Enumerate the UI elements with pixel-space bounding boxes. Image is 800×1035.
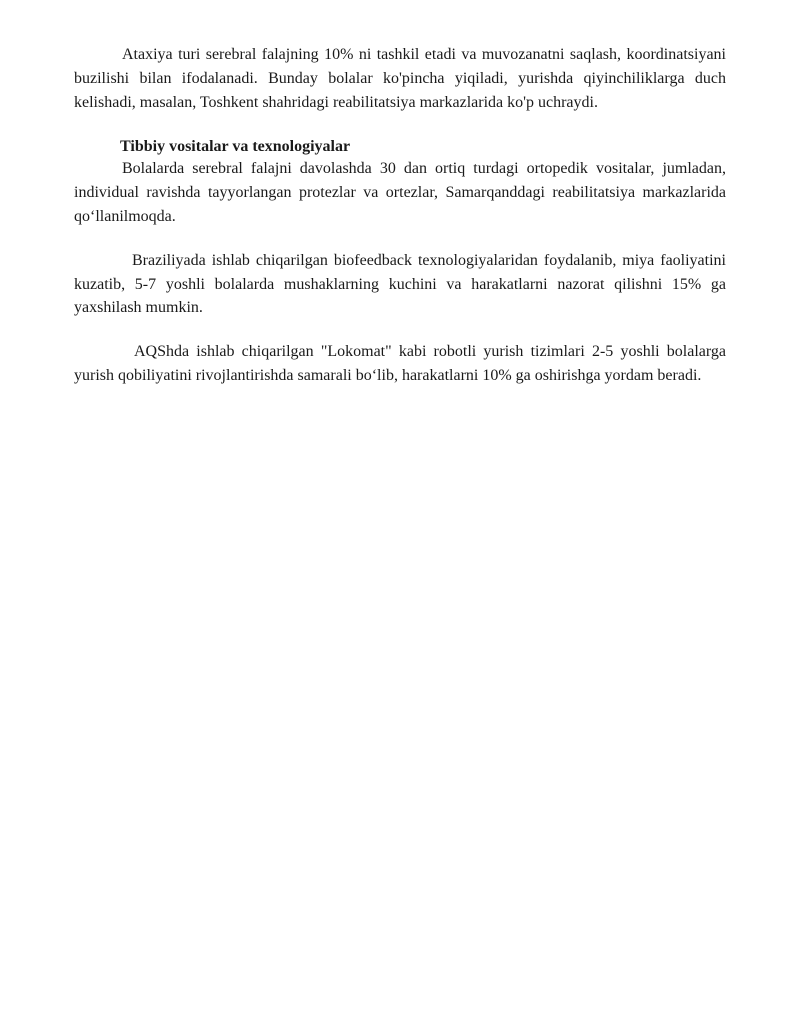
paragraph-lokomat: AQShda ishlab chiqarilgan "Lokomat" kabi robotli yurish tizimlari 2-5 yoshli bolalarga yurish qobiliyatini rivojlantirishda samarali bo‘lib, harakatlarni 10% ga oshirishga yordam beradi. xyxy=(74,343,726,384)
paragraph-biofeedback: Braziliyada ishlab chiqarilgan biofeedback texnologiyalaridan foydalanib, miya faoliyatini kuzatib, 5-7 yoshli bolalarda mushaklarning kuchini va harakatlarni nazorat qilishni 15% ga yaxshilash mumkin. xyxy=(74,251,726,317)
paragraph-ataxia: Ataxiya turi serebral falajning 10% ni tashkil etadi va muvozanatni saqlash, koordinatsiyani buzilishi bilan ifodalanadi. Bunday bolalar ko'pincha yiqiladi, yurishda qiyinchiliklarga duch kelishadi, masalan, Toshkent shahridagi reabilitatsiya markazlarida ko'p uchraydi. xyxy=(74,46,726,111)
paragraph-orthopedic-devices: Bolalarda serebral falajni davolashda 30 dan ortiq turdagi ortopedik vositalar, jumladan, individual ravishda tayyorlangan protezlar va ortezlar, Samarqanddagi reabilitatsiya markazlarida qo‘llanilmoqda. xyxy=(74,160,726,225)
document-body xyxy=(74,43,726,388)
section-heading: Tibbiy vositalar va texnologiyalar xyxy=(120,138,351,156)
